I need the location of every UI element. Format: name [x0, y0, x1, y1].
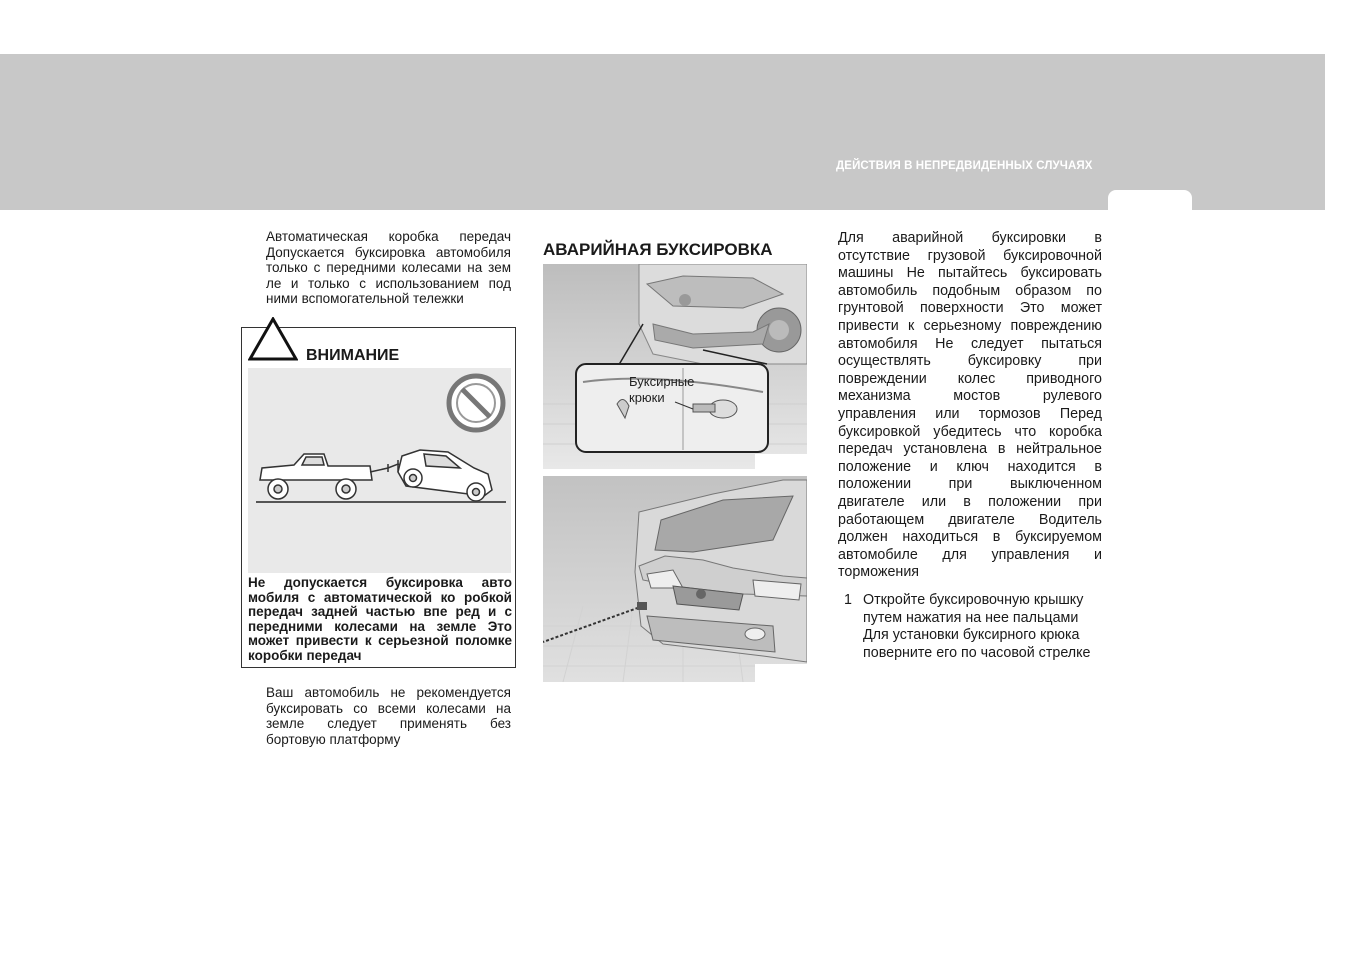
towed-hatchback: [398, 450, 492, 501]
step-text: Откройте буксировочную крышку путем нажатия на нее пальцами Для установки буксирного крюка поверните его по часовой стрелке: [863, 592, 1091, 661]
warning-triangle-icon: [248, 317, 298, 361]
tow-hooks-label: Буксирные крюки: [629, 374, 695, 405]
section-heading: АВАРИЙНАЯ БУКСИРОВКА: [543, 240, 773, 259]
pickup-truck: [260, 454, 372, 499]
header-band: [0, 54, 1325, 210]
tow-hook-photo: [543, 264, 807, 469]
intro-paragraph: Автоматическая коробка передач Допускается буксировка автомобиля только с передними колесами на зем ле и только с использованием под ними вспомогательной тележки: [266, 229, 511, 307]
warning-box: [241, 327, 516, 668]
prohibited-icon: [449, 376, 503, 430]
warning-title: ВНИМАНИЕ: [306, 347, 400, 364]
step-number: 1: [844, 592, 852, 608]
towing-illustration: [248, 368, 511, 573]
step-1: [844, 592, 1102, 662]
section-title: ДЕЙСТВИЯ В НЕПРЕДВИДЕННЫХ СЛУЧАЯХ: [836, 160, 1093, 172]
towing-car-front-photo: [543, 476, 807, 682]
bottom-note-paragraph: Ваш автомобиль не рекомендуется буксировать со всеми колесами на земле следует применять без бортовую платформу: [266, 685, 511, 747]
right-column-text: Для аварийной буксировки в отсутствие грузовой буксировочной машины Не пытайтесь буксировать автомобиль подобным образом по грунтовой поверхности Это может привести к серьезному повреждению автомобиля Не следует пытаться осуществлять буксировку при повреждении колес приводного механизма мостов рулевого управления или тормозов Перед буксировкой убедитесь что коробка передач установлена в нейтральное положение и ключ находится в положении при выключенном двигателе или в положении при работающем двигателе Водитель должен находиться в буксируемом автомобиле для управления и торможения: [838, 230, 1102, 581]
page-number-tab: [1108, 190, 1192, 212]
warning-text: Не допускается буксировка авто мобиля с автоматической ко робкой передач задней частью впе ред и с передними колесами на земле Это может привести к серьезной поломке коробки передач: [248, 575, 512, 663]
